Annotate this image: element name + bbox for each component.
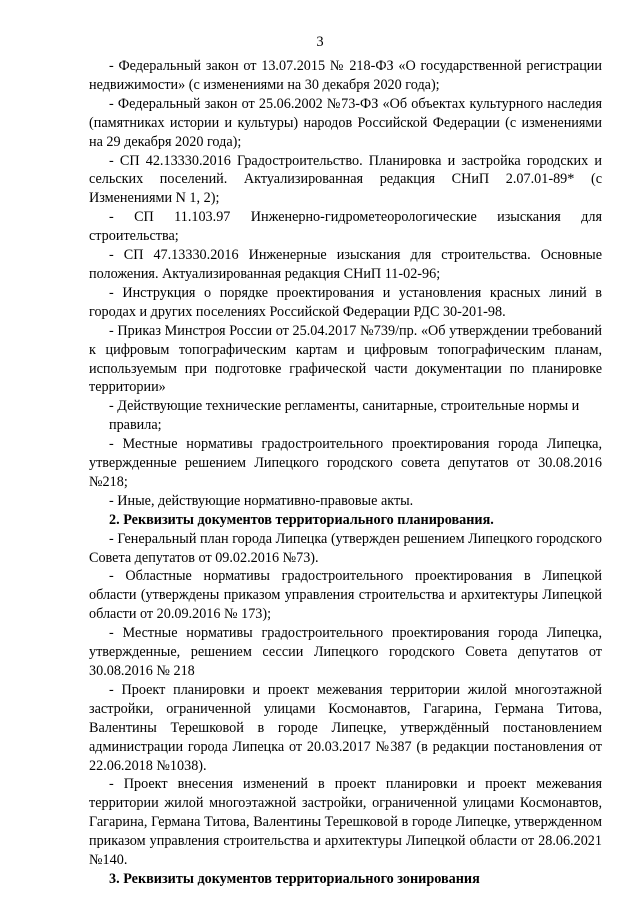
list-item: - Иные, действующие нормативно-правовые акты.: [109, 492, 414, 509]
page-number: 3: [316, 34, 324, 50]
section-heading: 3. Реквизиты документов территориального зонирования: [109, 870, 480, 887]
list-item: - Федеральный закон от 13.07.2015 № 218-ФЗ «О государственной регистрации недвижимости» (с изменениями на 30 декабря 2020 года);: [89, 58, 602, 93]
list-item: - Инструкция о порядке проектирования и установления красных линий в городах и других поселениях Российской Федерации РДС 30-201-98.: [89, 284, 602, 320]
list-item: - СП 11.103.97 Инженерно-гидрометеорологические изыскания для строительства;: [89, 209, 602, 245]
list-item: - Действующие технические регламенты, санитарные, строительные нормы и: [109, 398, 580, 415]
section-heading: 2. Реквизиты документов территориального планирования.: [109, 511, 494, 528]
list-item: - Проект внесения изменений в проект планировки и проект межевания территории жилой многоэтажной застройки, ограниченной улицами Космонавтов, Гагарина, Германа Титова, Валентины Терешковой в городе Липецке, утвержденном приказом управления строительства и архитектуры Липецкой области от 28.06.2021 №140.: [89, 776, 602, 869]
list-item: правила;: [109, 417, 162, 434]
list-item: - Местные нормативы градостроительного проектирования города Липецка, утвержденные, решением сессии Липецкого городского Совета депутатов от 30.08.2016 № 218: [89, 625, 602, 679]
list-item: - Местные нормативы градостроительного проектирования города Липецка, утвержденные решением Липецкого городского совета депутатов от 30.08.2016 №218;: [89, 436, 602, 490]
list-item: - Генеральный план города Липецка (утвержден решением Липецкого городского Совета депутатов от 09.02.2016 №73).: [89, 530, 602, 566]
document-body: [89, 57, 602, 889]
list-item: - Проект планировки и проект межевания территории жилой многоэтажной застройки, ограниченной улицами Космонавтов, Гагарина, Германа Титова, Валентины Терешковой в городе Липецке, утверждённый постановлением администрации города Липецка от 20.03.2017 №387 (в редакции постановления от 22.06.2018 №1038).: [89, 681, 602, 774]
list-item: - Областные нормативы градостроительного проектирования в Липецкой области (утверждены приказом управления строительства и архитектуры Липецкой области от 20.09.2016 № 173);: [89, 568, 602, 623]
list-item: - СП 47.13330.2016 Инженерные изыскания для строительства. Основные положения. Актуализированная редакция СНиП 11-02-96;: [89, 247, 602, 282]
list-item: - Федеральный закон от 25.06.2002 №73-ФЗ «Об объектах культурного наследия (памятниках истории и культуры) народов Российской Федерации (с изменениями на 29 декабря 2020 года);: [89, 95, 602, 150]
list-item: - Приказ Минстроя России от 25.04.2017 №739/пр. «Об утверждении требований к цифровым топографическим картам и цифровым топографическим планам, используемым при подготовке графической части документации по планировке территории»: [89, 322, 602, 396]
list-item: - СП 42.13330.2016 Градостроительство. Планировка и застройка городских и сельских поселений. Актуализированная редакция СНиП 2.07.01-89* (с Изменениями N 1, 2);: [89, 152, 602, 207]
